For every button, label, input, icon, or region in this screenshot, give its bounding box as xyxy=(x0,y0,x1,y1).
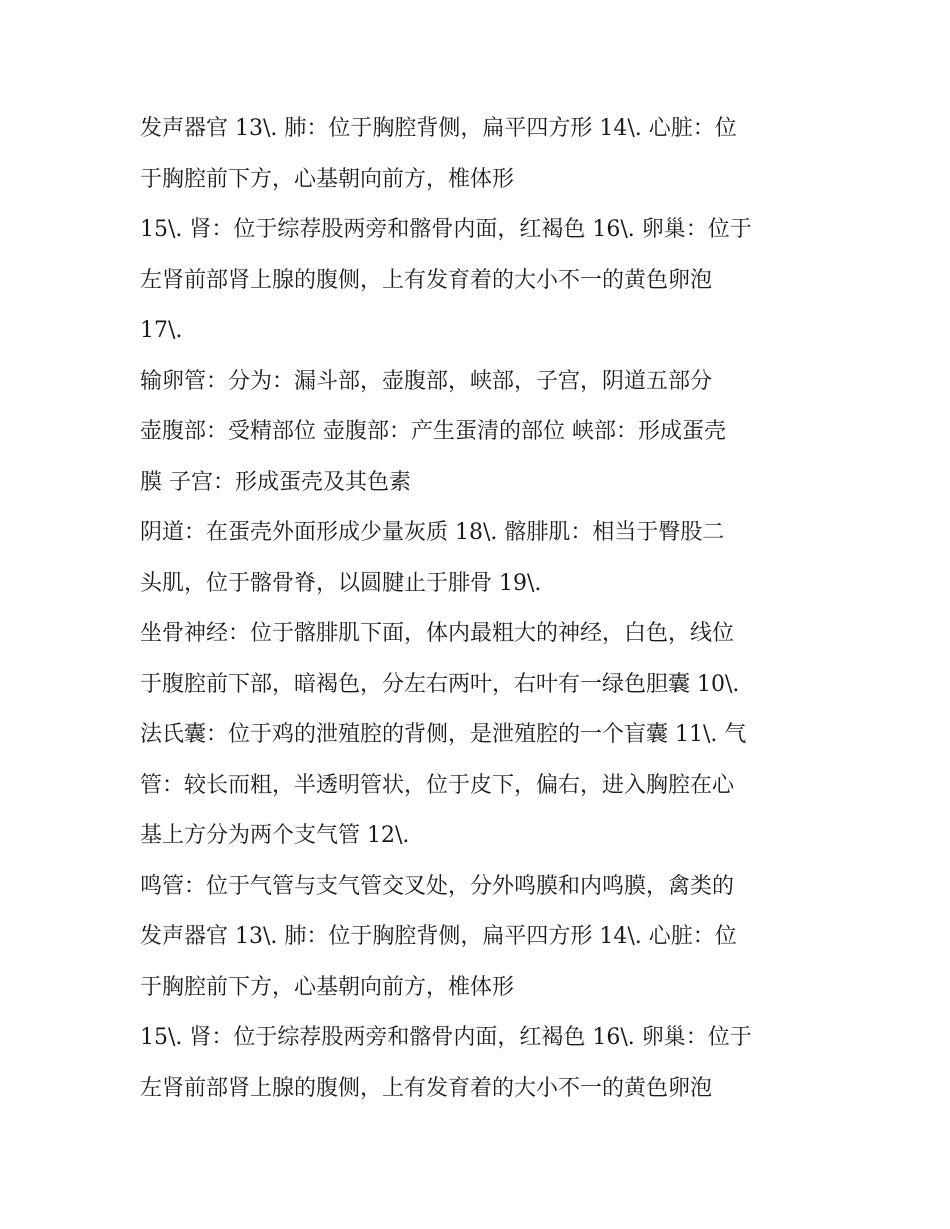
text-line: 坐骨神经：位于髂腓肌下面，体内最粗大的神经，白色，线位 xyxy=(140,621,735,646)
document-body xyxy=(140,104,820,1114)
text-line: 左肾前部肾上腺的腹侧，上有发育着的大小不一的黄色卵泡 xyxy=(140,267,713,293)
text-line: 阴道：在蛋壳外面形成少量灰质 18\. 髂腓肌：相当于臀股二 xyxy=(140,520,725,545)
text-line: 输卵管：分为：漏斗部，壶腹部，峡部，子宫，阴道五部分 xyxy=(140,368,713,394)
text-line: 15\. 肾：位于综荐股两旁和髂骨内面，红褐色 16\. 卵巢：位于 xyxy=(140,217,752,242)
text-line: 15\. 肾：位于综荐股两旁和髂骨内面，红褐色 16\. 卵巢：位于 xyxy=(140,1025,752,1050)
text-line: 于胸腔前下方，心基朝向前方，椎体形 xyxy=(140,166,515,192)
text-line: 壶腹部：受精部位 壶腹部：产生蛋清的部位 峡部：形成蛋壳 xyxy=(140,419,726,444)
text-line: 于腹腔前下部，暗褐色，分左右两叶，右叶有一绿色胆囊 10\. xyxy=(140,671,740,697)
text-line: 17\. xyxy=(140,318,183,343)
text-line: 法氏囊：位于鸡的泄殖腔的背侧，是泄殖腔的一个盲囊 11\. 气 xyxy=(140,722,747,747)
text-line: 管：较长而粗，半透明管状，位于皮下，偏右，进入胸腔在心 xyxy=(140,772,735,798)
text-line: 于胸腔前下方，心基朝向前方，椎体形 xyxy=(140,974,515,1000)
text-line: 发声器官 13\. 肺：位于胸腔背侧，扁平四方形 14\. 心脏：位 xyxy=(140,924,737,949)
text-line: 鸣管：位于气管与支气管交叉处，分外鸣膜和内鸣膜，禽类的 xyxy=(140,873,735,899)
text-line: 膜 子宫：形成蛋壳及其色素 xyxy=(140,469,411,495)
text-line: 左肾前部肾上腺的腹侧，上有发育着的大小不一的黄色卵泡 xyxy=(140,1075,713,1101)
text-line: 头肌，位于髂骨脊，以圆腱止于腓骨 19\. xyxy=(140,570,542,596)
text-line: 发声器官 13\. 肺：位于胸腔背侧，扁平四方形 14\. 心脏：位 xyxy=(140,116,737,141)
text-line: 基上方分为两个支气管 12\. xyxy=(140,823,410,848)
